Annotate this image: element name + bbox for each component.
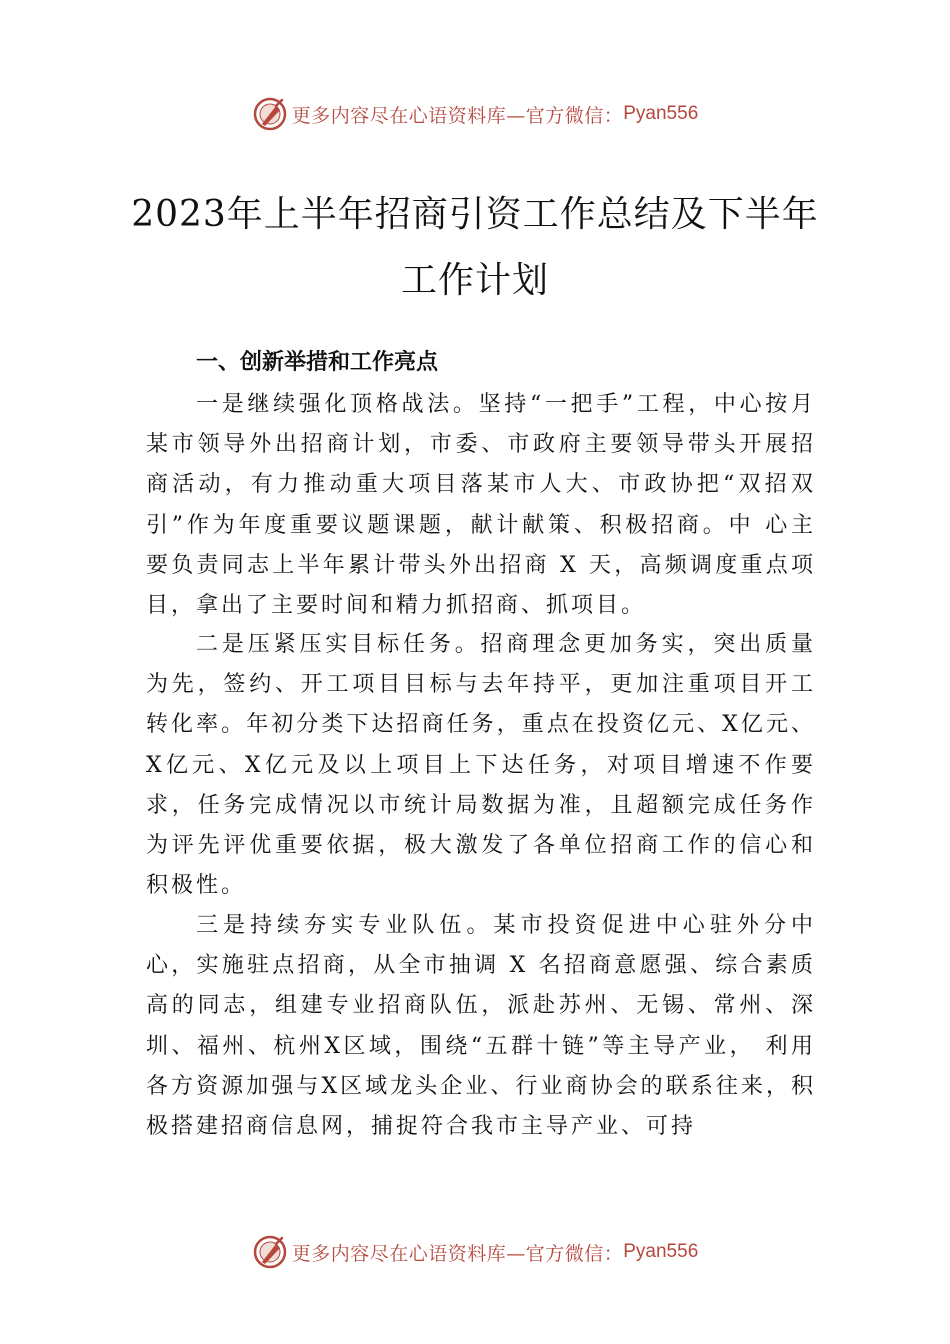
banner-wechat-id: Pyan556	[623, 1241, 699, 1262]
pen-nib-icon	[252, 96, 288, 132]
document-title-line-1: 2023年上半年招商引资工作总结及下半年	[131, 194, 819, 235]
banner-text: 更多内容尽在心语资料库—官方微信：	[291, 104, 624, 127]
footer-banner	[0, 1232, 950, 1272]
banner-text: 更多内容尽在心语资料库—官方微信：	[291, 1242, 624, 1265]
header-banner	[0, 94, 950, 134]
paragraph: 三是持续夯实专业队伍。某市投资促进中心驻外分中心，实施驻点招商，从全市抽调 X 名招商意愿强、综合素质高的同志，组建专业招商队伍，派赴苏州、无锡、常州、深圳、福州、杭州X区域，围绕“五群十链”等主导产业， 利用各方资源加强与X区域龙头企业、行业商协会的联系往来，积极搭建招商信息网，捕捉符合我市主导产业、可持	[146, 913, 816, 1140]
paragraph: 二是压紧压实目标任务。招商理念更加务实，突出质量为先，签约、开工项目目标与去年持平，更加注重项目开工转化率。年初分类下达招商任务，重点在投资亿元、X亿元、X亿元、X亿元及以上项目上下达任务，对项目增速不作要求，任务完成情况以市统计局数据为准，且超额完成任务作为评先评优重要依据，极大激发了各单位招商工作的信心和积极性。	[146, 632, 816, 899]
paragraph-2-block	[146, 625, 816, 906]
pen-nib-icon	[252, 1234, 288, 1270]
paragraph: 一是继续强化顶格战法。坚持“一把手”工程，中心按月某市领导外出招商计划，市委、市政府主要领导带头开展招商活动，有力推动重大项目落某市人大、市政协把“双招双引”作为年度重要议题课题，献计献策、积极招商。中 心主要负责同志上半年累计带头外出招商 X 天，高频调度重点项目，拿出了主要时间和精力抓招商、抓项目。	[146, 392, 816, 619]
section-heading: 一、创新举措和工作亮点	[196, 350, 439, 375]
paragraph-1-block	[146, 385, 816, 626]
paragraph-3-block	[146, 906, 816, 1147]
document-title-line-2: 工作计划	[400, 260, 549, 301]
banner-wechat-id: Pyan556	[623, 103, 699, 124]
